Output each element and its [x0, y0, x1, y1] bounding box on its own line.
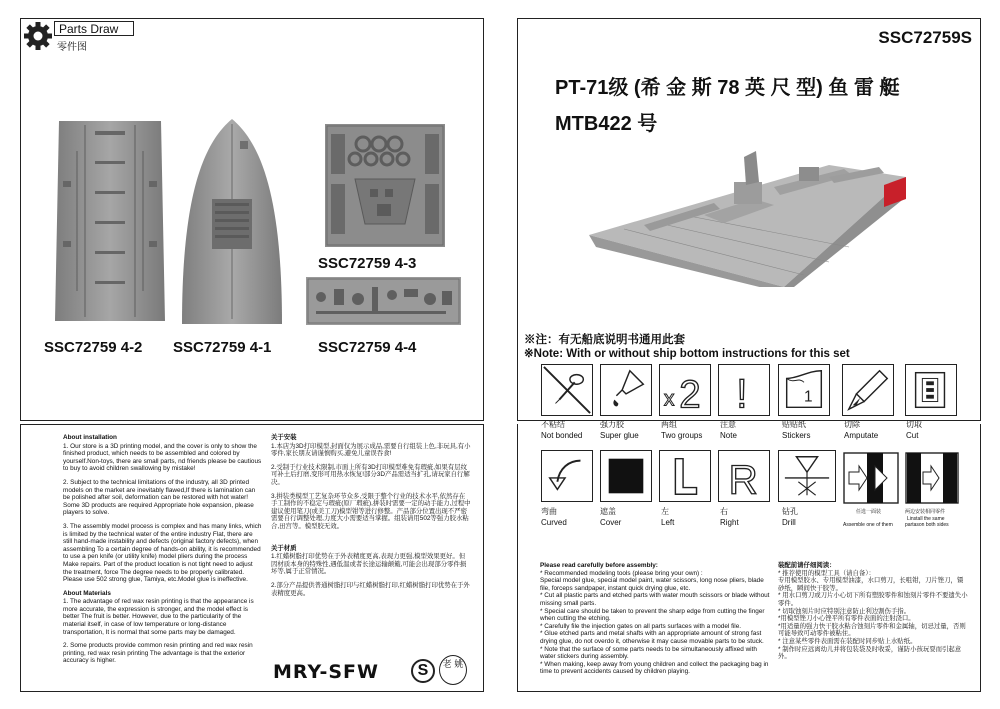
no-glue-icon: [541, 364, 593, 416]
gear-icon: [23, 21, 53, 51]
materials-cn-m2: 2.部分产品提供普通树脂打印与红蜡树脂打印,红蜡树脂打印优势在于外表精度更高。: [271, 581, 470, 597]
svg-text:2: 2: [679, 373, 701, 415]
brand-seal-text: 老 姚: [442, 659, 464, 669]
assembly-cn-line: 专用模型胶水、专用模型油漆，水口剪刀，长咀钳，刀片锉刀，镊砂纸，瞬间快干胶等。: [778, 577, 964, 592]
knife-icon: [842, 364, 894, 416]
assembly-cn-heading: 装配前请仔细阅读：: [778, 562, 836, 569]
sticker-icon: [778, 364, 830, 416]
install-cn-heading: 关于安装: [271, 434, 297, 441]
part-4-4-label: SSC72759 4-4: [318, 339, 417, 356]
assembly-cn-line: *用模型锉刀小心锉平所有零件表面的注射浇口。: [778, 615, 915, 623]
part-4-2-label: SSC72759 4-2: [44, 339, 143, 356]
assembly-cn-column: [778, 562, 968, 661]
note-icon-cn: 注意: [720, 420, 736, 429]
note-icon-en: Note: [720, 431, 737, 440]
part-4-2-image: [55, 121, 165, 321]
assembly-cn-line: * 切取蚀刻片时应特别注意防止利边割伤手指。: [778, 607, 911, 615]
svg-text:1: 1: [804, 388, 813, 406]
product-subtitle: MTB422 号: [555, 113, 658, 135]
note-cn: ※注：有无船底说明书通用此套: [524, 334, 685, 346]
materials-en-m1: 1. The advantage of red wax resin printing is that the appearance is more accurate, the expression is stronger, and the model effect is better The fruit is better. However, due to the particularity of the material itself, in case of low temperature or long-distance transportation, It is normal that some parts may be damaged.: [63, 598, 254, 636]
assembly-en-line: * Special care should be taken to prevent the sharp edge from cutting the finger when cutting the etching.: [540, 607, 765, 623]
part-4-3-image: [325, 124, 445, 247]
assembly-en-heading: Please read carefully before assembly:: [540, 562, 658, 569]
parts-draw-title-cn: 零件图: [57, 42, 87, 53]
stickers-cn: 贴贴纸: [782, 420, 806, 429]
letter-l-icon: [659, 450, 711, 502]
parts-draw-label-box: [54, 21, 134, 36]
install-cn-p3: 3.拼装类模型工艺复杂环节众多,受限于整个行业的技术水平,依然存在手工制作的不稳定与瑕疵(原厂瑕疵),拼装时需要一定的动手能力,过程中建议使用笔刀(或美工刀)模型钳等进行修整。产品部分位置出现不严密需要自行调整处理,力度大小需要适当掌握。组装请用502等强力胶水粘合,田宫等。模型胶无效。: [271, 492, 471, 530]
part-4-1-image: [182, 119, 282, 324]
assemble-both-cn: 两边安装相同零件: [905, 509, 946, 515]
brand-seal: [439, 655, 467, 685]
materials-en-m2: 2. Some products provide common resin printing and red wax resin printing, red wax resin printing The advantage is that the exterior accuracy is higher.: [63, 642, 253, 665]
brand-s-icon: S: [411, 659, 435, 683]
drill-en: Drill: [782, 518, 796, 527]
assemble-both-en1: Linstall the same: [907, 516, 945, 522]
drill-icon: [778, 450, 836, 502]
two-groups-cn: 两组: [661, 420, 677, 429]
cut-icon: [905, 364, 957, 416]
part-4-4-image: [306, 277, 461, 325]
exclamation-icon: [718, 364, 770, 416]
assembly-cn-line: * 制作时应远离幼儿并将包装袋及时收妥，谨防小孩玩耍而引起意外。: [778, 645, 962, 661]
install-en-heading: About installation: [63, 434, 117, 441]
assemble-both-diagram: [905, 452, 959, 504]
right-cn: 右: [720, 507, 728, 516]
installation-panel: [20, 424, 484, 692]
cover-cn: 遮盖: [600, 507, 616, 516]
right-en: Right: [720, 518, 739, 527]
materials-en-heading: About Materials: [63, 589, 111, 597]
cover-en: Cover: [600, 518, 622, 527]
part-4-3-label: SSC72759 4-3: [318, 255, 417, 272]
cut-cn: 切取: [906, 420, 922, 429]
curved-arrow-icon: [541, 450, 593, 502]
letter-r-icon: [718, 450, 770, 502]
assemble-one-diagram: [843, 452, 899, 504]
left-cn: 左: [661, 507, 669, 516]
install-en-column: [63, 434, 263, 671]
amputate-cn: 切除: [844, 420, 860, 429]
install-en-p2: 2. Subject to the technical limitations of the industry, all 3D printed models on the market are inevitably flawed,If there is lamination can be polished after soil, deformation can be restored with hot water! Some 3D products are required Appropriate hole expansion, please players to solve.: [63, 478, 256, 517]
assembly-en-line: * Carefully file the injection gates on all parts surfaces with a model file.: [540, 622, 742, 630]
install-cn-p1: 1.本店为3D打印模型,封面仅为展示成品,需要自行组装上色,非玩具,有小零件,家长朋友请谨慎购买,避免儿童误吞食!: [271, 442, 471, 458]
materials-cn-m1: 1.红蜡树脂打印优势在于外表精度更高,表现力更强,模型效果更好。但因材质本身的特殊性,遇低温或者长途运输颠簸,可能会出现部分零件损坏等,属于正常情况。: [271, 553, 467, 576]
svg-text:x: x: [663, 387, 675, 411]
assembly-en-line: * Glue etched parts and metal shafts with an appropriate amount of strong fast drying glue, do not overdo it, otherwise it may cause movable parts to be stuck.: [540, 630, 764, 645]
parts-draw-title: Parts Draw: [59, 22, 119, 36]
no-glue-cn: 不粘结: [541, 420, 565, 429]
curved-cn: 弯曲: [541, 507, 557, 516]
install-en-p1: 1. Our store is a 3D printing model, and the cover is only to show the finished product, which needs to be assembled and colored by yourself.Non-toys, there are small parts, nd friends please be cautious to buy to avoid children swallowing by mistake!: [63, 442, 262, 473]
super-glue-en: Super glue: [600, 431, 639, 440]
assemble-one-en: Assemble one of them: [843, 522, 893, 528]
assembly-cn-line: *用适量的强力快干胶水粘合蚀刻片零件和金属轴，切忌过量，否则可能导致可动零件被粘住。: [778, 622, 966, 638]
product-panel: [517, 18, 981, 421]
parts-draw-panel: [20, 18, 484, 421]
assembly-en-line: * Note that the surface of some parts needs to be simultaneously affixed with water stickers during assembly.: [540, 645, 757, 661]
assembly-en-line: Special model glue, special model paint, water scissors, long nose pliers, blade file, forceps sandpaper, instant quick drying glue, etc.: [540, 577, 764, 592]
svg-text:!: !: [736, 370, 748, 415]
note-en: ※Note: With or without ship bottom instructions for this set: [524, 348, 850, 360]
assembly-cn-line: * 用水口剪刀或刀片小心切下所有塑胶零件和蚀刻片零件不要遗失小零件。: [778, 592, 968, 607]
install-cn-p2: 2.受制于行业技术限制,市面上所有3D打印模型难免有瑕疵,如果有层纹可补土后打磨,变形可用热水恢复!部分3D产品需适当扩孔,请玩家自行解决。: [271, 463, 470, 486]
no-glue-en: Not bonded: [541, 431, 583, 440]
two-groups-en: Two groups: [661, 431, 703, 440]
assembly-en-line: * When making, keep away from young children and collect the packaging bag in time to prevent accidents caused by children playing.: [540, 660, 769, 676]
super-glue-cn: 强力胶: [600, 420, 624, 429]
left-en: Left: [661, 518, 675, 527]
stickers-en: Stickers: [782, 431, 811, 440]
assembly-en-column: [540, 562, 772, 676]
assembly-cn-line: * 推荐使用的模型工具（请自备）：: [778, 569, 875, 577]
install-cn-column: [271, 434, 471, 603]
amputate-en: Amputate: [844, 431, 879, 440]
cut-en: Cut: [906, 431, 919, 440]
curved-en: Curved: [541, 518, 567, 527]
cover-icon: [600, 450, 652, 502]
boat-render-image: [584, 137, 909, 287]
two-groups-icon: [659, 364, 711, 416]
install-en-p3: 3. The assembly model process is complex and has many links, which is limited by the technical water of the entire industry Flat, there are still hand-made instability and defects (original factory defects), when assembling To a certain degree of hands-on ability, it is recommended to use a pen knife (or utility knife) model pliers during the process Make repairs. Part of the product location is not tight need to adjust the treatment, force The degree needs to be properly calibrated. Please use 502 strong glue, Tamiya, etc.Model glue is ineffective.: [63, 522, 262, 584]
part-4-1-label: SSC72759 4-1: [173, 339, 272, 356]
materials-cn-heading: 关于材质: [271, 544, 297, 552]
assembly-cn-line: * 注意某些零件表面需在装配时同步贴上水贴纸。: [778, 637, 917, 645]
assembly-en-line: * Recommended modeling tools (please bring your own) :: [540, 569, 703, 577]
super-glue-icon: [600, 364, 652, 416]
brand-logo: MRY-SFW: [273, 661, 379, 683]
svg-text:R: R: [728, 456, 758, 501]
drill-cn: 钻孔: [782, 507, 798, 516]
assemble-one-cn: 任选一面装: [856, 509, 882, 515]
assemble-both-en2: partason both sides: [905, 522, 949, 528]
product-title-cn: PT-71级 (希 金 斯 78 英 尺 型) 鱼 雷 艇: [555, 77, 900, 99]
product-code: SSC72759S: [878, 28, 972, 47]
assembly-en-line: * Cut all plastic parts and etched parts with water mouth scissors or blade without missing small parts.: [540, 592, 770, 607]
